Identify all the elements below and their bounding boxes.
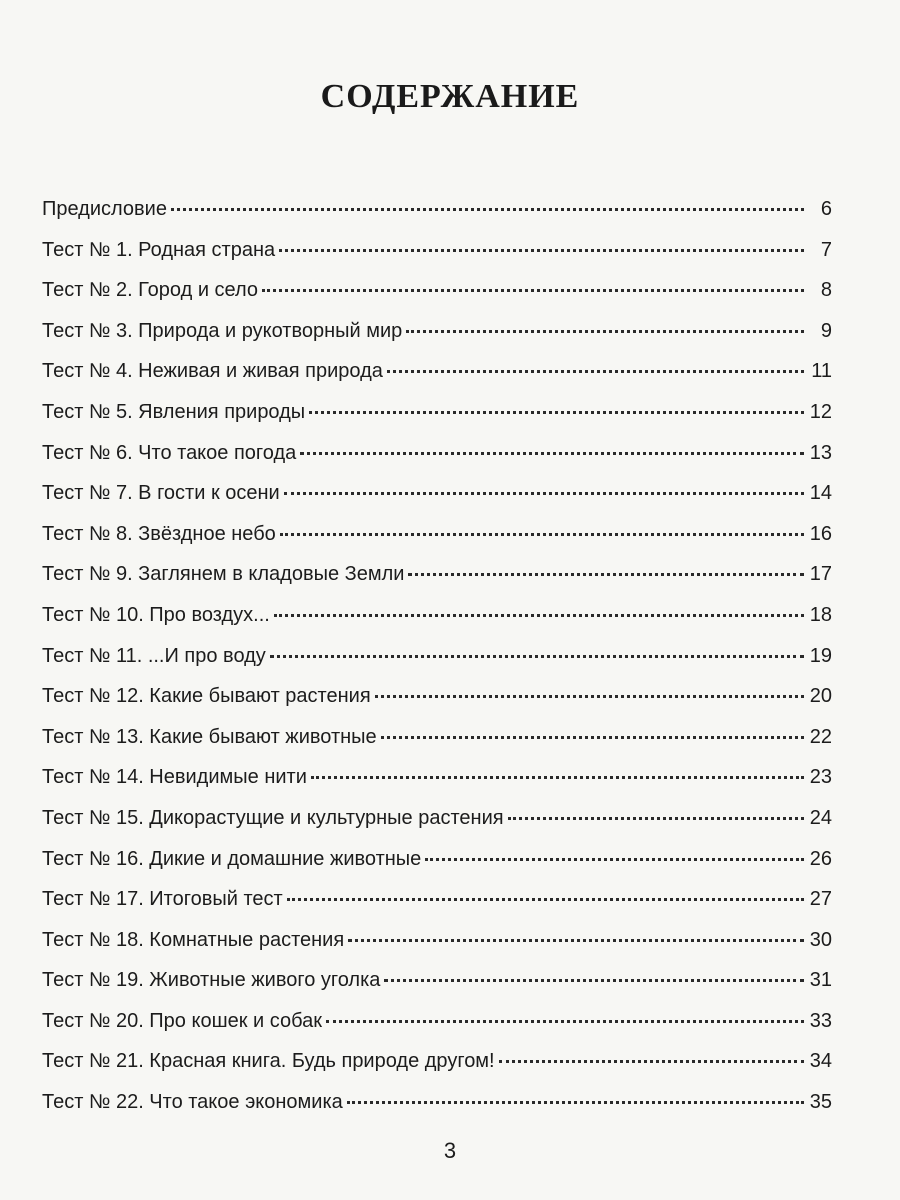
toc-entry-page: 14 — [809, 482, 832, 505]
toc-entry-page: 30 — [809, 928, 832, 951]
toc-entry — [42, 563, 832, 604]
toc-entry-title: Тест № 4. Неживая и живая природа — [42, 360, 383, 383]
toc-entry-page: 34 — [809, 1050, 832, 1073]
toc-entry-page: 24 — [809, 806, 832, 829]
toc-entry — [42, 685, 832, 726]
toc-entry — [42, 279, 832, 320]
toc-entry-title: Тест № 12. Какие бывают растения — [42, 685, 371, 708]
toc-entry-title: Тест № 3. Природа и рукотворный мир — [42, 319, 403, 342]
toc-dot-leader — [311, 776, 804, 779]
toc-entry — [42, 807, 832, 848]
toc-dot-leader — [347, 1101, 804, 1104]
toc-entry-title: Тест № 10. Про воздух... — [42, 603, 270, 626]
toc-entry-page: 13 — [809, 441, 832, 464]
toc-entry — [42, 645, 832, 686]
toc-entry-page: 12 — [809, 400, 832, 423]
toc-entry-title: Тест № 15. Дикорастущие и культурные растения — [42, 806, 504, 829]
toc-entry-title: Тест № 16. Дикие и домашние животные — [42, 847, 422, 870]
toc-dot-leader — [284, 492, 804, 495]
toc-entry-title: Тест № 21. Красная книга. Будь природе другом! — [42, 1050, 495, 1073]
toc-dot-leader — [300, 452, 804, 455]
page-number: 3 — [443, 1138, 457, 1163]
toc-entry-page: 31 — [809, 969, 832, 992]
toc-entry — [42, 848, 832, 889]
toc-entry-title: Тест № 2. Город и село — [42, 279, 259, 302]
toc-entry — [42, 320, 832, 361]
toc-dot-leader — [384, 979, 803, 982]
toc-entry-title: Тест № 17. Итоговый тест — [42, 888, 283, 911]
toc-dot-leader — [408, 573, 803, 576]
toc-dot-leader — [508, 817, 804, 820]
toc-entry — [42, 1050, 832, 1091]
toc-entry-page: 22 — [809, 725, 832, 748]
toc-entry — [42, 969, 832, 1010]
toc-entry-page: 19 — [809, 644, 832, 667]
toc-entry-title: Тест № 1. Родная страна — [42, 238, 276, 261]
toc-dot-leader — [262, 289, 804, 292]
toc-entry — [42, 1010, 832, 1051]
toc-dot-leader — [499, 1060, 804, 1063]
toc-dot-leader — [171, 208, 804, 211]
table-of-contents — [42, 198, 832, 1132]
toc-entry — [42, 239, 832, 280]
toc-entry — [42, 523, 832, 564]
toc-entry-page: 35 — [809, 1091, 832, 1114]
toc-entry-title: Тест № 5. Явления природы — [42, 400, 306, 423]
toc-dot-leader — [287, 898, 804, 901]
toc-entry-page: 23 — [809, 766, 832, 789]
toc-dot-leader — [326, 1020, 804, 1023]
toc-entry-page: 16 — [809, 522, 832, 545]
toc-entry-title: Тест № 8. Звёздное небо — [42, 522, 276, 545]
toc-entry-page: 27 — [809, 888, 832, 911]
toc-entry-title: Тест № 22. Что такое экономика — [42, 1091, 343, 1114]
toc-entry-page: 8 — [820, 279, 832, 302]
toc-entry — [42, 442, 832, 483]
page-title: СОДЕРЖАНИЕ — [320, 78, 580, 115]
toc-entry — [42, 198, 832, 239]
toc-entry-title: Тест № 20. Про кошек и собак — [42, 1009, 322, 1032]
toc-entry — [42, 1091, 832, 1132]
toc-dot-leader — [280, 533, 804, 536]
toc-entry-page: 9 — [820, 319, 832, 342]
toc-entry — [42, 888, 832, 929]
toc-entry-page: 6 — [820, 198, 832, 220]
toc-dot-leader — [309, 411, 804, 414]
toc-entry — [42, 766, 832, 807]
toc-dot-leader — [348, 939, 804, 942]
toc-entry — [42, 929, 832, 970]
toc-dot-leader — [425, 858, 803, 861]
toc-entry-title: Тест № 19. Животные живого уголка — [42, 969, 381, 992]
toc-entry — [42, 482, 832, 523]
toc-entry — [42, 401, 832, 442]
toc-entry-title: Тест № 13. Какие бывают животные — [42, 725, 377, 748]
toc-entry-page: 33 — [809, 1009, 832, 1032]
toc-dot-leader — [274, 614, 804, 617]
toc-entry-title: Тест № 14. Невидимые нити — [42, 766, 307, 789]
toc-entry-page: 26 — [809, 847, 832, 870]
toc-entry-title: Тест № 7. В гости к осени — [42, 482, 280, 505]
toc-entry-title: Тест № 6. Что такое погода — [42, 441, 297, 464]
toc-dot-leader — [381, 736, 804, 739]
toc-entry — [42, 360, 832, 401]
toc-dot-leader — [375, 695, 804, 698]
toc-dot-leader — [279, 249, 804, 252]
toc-entry-title: Тест № 18. Комнатные растения — [42, 928, 345, 951]
toc-entry-title: Тест № 11. ...И про воду — [42, 644, 266, 667]
toc-entry-title: Тест № 9. Заглянем в кладовые Земли — [42, 563, 405, 586]
toc-entry-page: 17 — [809, 563, 832, 586]
toc-entry — [42, 604, 832, 645]
toc-entry-page: 7 — [820, 238, 832, 261]
toc-entry-page: 18 — [809, 603, 832, 626]
toc-entry-title: Предисловие — [42, 198, 167, 220]
toc-dot-leader — [406, 330, 804, 333]
toc-dot-leader — [387, 370, 804, 373]
toc-entry-page: 11 — [811, 360, 832, 383]
toc-dot-leader — [270, 655, 804, 658]
toc-entry — [42, 726, 832, 767]
toc-entry-page: 20 — [809, 685, 832, 708]
